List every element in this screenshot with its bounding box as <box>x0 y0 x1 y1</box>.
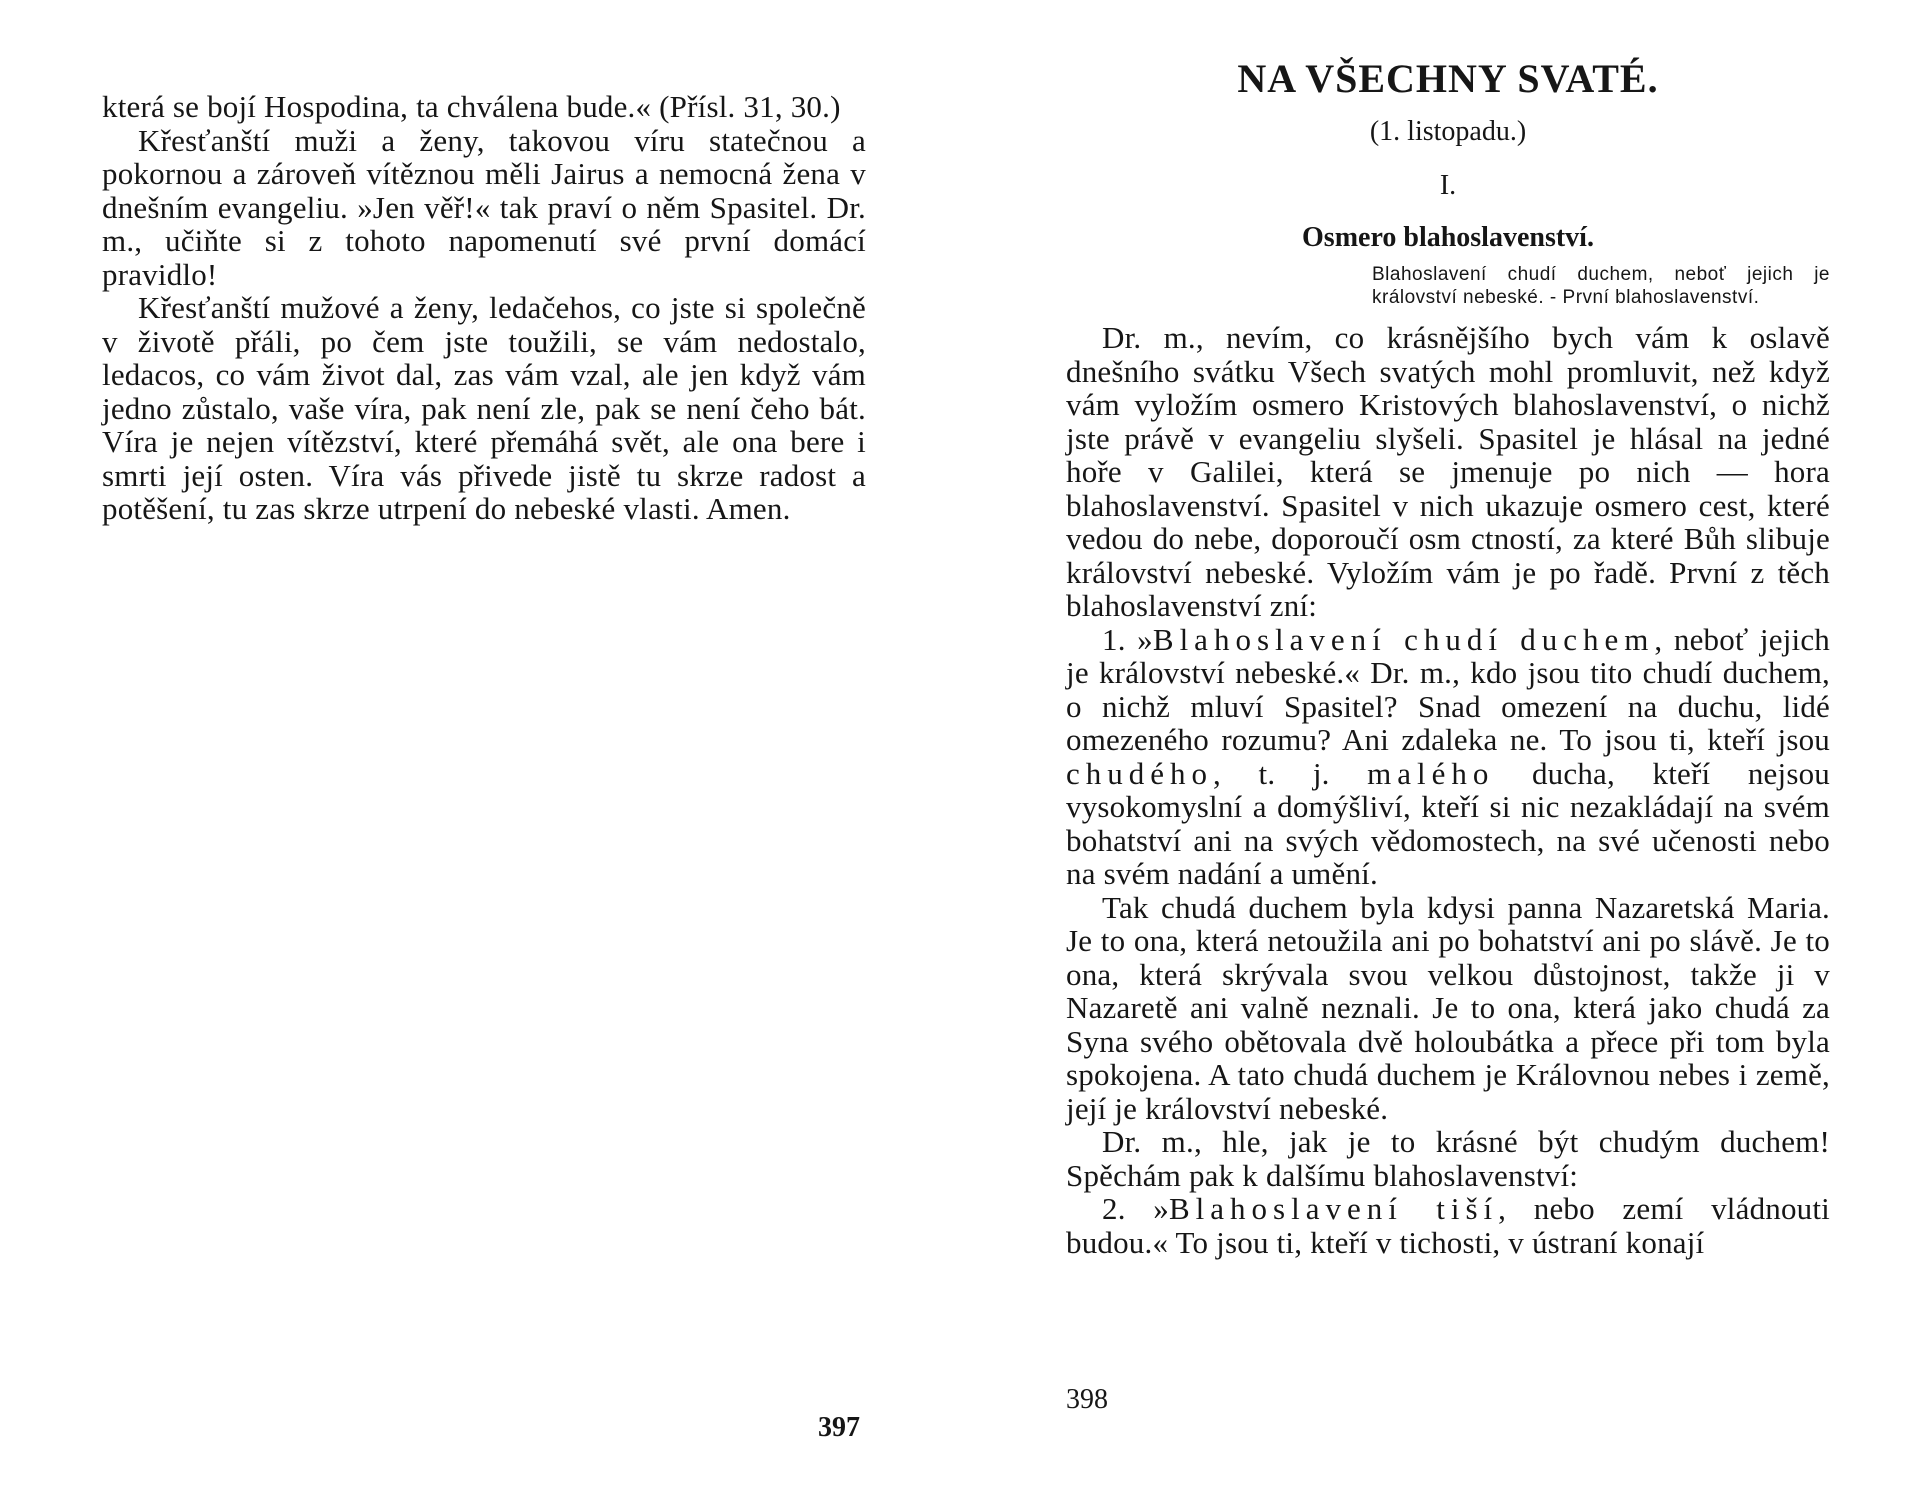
emphasis-maleho: malého <box>1367 755 1495 791</box>
left-paragraph-3: Křesťanští mužové a ženy, ledačehos, co jste si společně v životě přáli, po čem jste toužili, se vám nedostalo, ledacos, co vám život dal, zas vám vzal, ale jen když vám jedno zůstalo, vaše víra, pak není zle, pak se není čeho bát. Víra je nejen vítězství, které přemáhá svět, ale ona bere i smrti její osten. Víra vás přivede jistě tu skrze radost a potěšení, tu zas skrze utrpení do nebeské vlasti. Amen. <box>102 290 866 526</box>
beatitude-1-number: 1. » <box>1102 621 1153 657</box>
right-paragraph-2 <box>1066 623 1830 891</box>
beatitude-2-number: 2. » <box>1102 1191 1169 1226</box>
right-paragraph-3: Tak chudá duchem byla kdysi panna Nazaretská Maria. Je to ona, která netoužila ani po bohatství ani po slávě. Je to ona, která skrývala svou velkou důstojnost, takže ji v Nazaretě ani valně neznali. Je to ona, která jako chudá za Syna svého obětovala dvě holoubátka a přece při tom byla spokojena. A tato chudá duchem je Královnou nebes i země, její je království nebeské. <box>1066 889 1830 1126</box>
left-page-text <box>102 90 866 526</box>
beatitude-1-emphasis: Blahoslavení chudí duchem <box>1152 621 1655 657</box>
right-paragraph-5 <box>1066 1192 1830 1259</box>
left-paragraph-1: která se bojí Hospodina, ta chválena bude.« (Přísl. 31, 30.) <box>102 89 841 124</box>
right-page <box>960 0 1920 1500</box>
right-paragraph-1: Dr. m., nevím, co krásnějšího bych vám k oslavě dnešního svátku Všech svatých mohl promluvit, než když vám vyložím osmero Kristových blahoslavenství, o nichž jste právě v evangeliu slyšeli. Spasitel je hlásal na jedné hoře v Galilei, která se jmenuje po nich — hora blahoslavenství. Spasitel v nich ukazuje osmero cest, které vedou do nebe, doporoučí osm ctností, za které Bůh slibuje království nebeské. Vyložím vám je po řadě. První z těch blahoslavenství zní: <box>1066 320 1830 623</box>
chapter-date: (1. listopadu.) <box>1369 116 1527 147</box>
chapter-part-number: I. <box>1439 170 1457 201</box>
beatitude-2-text: , nebo zemí vládnouti budou.« To jsou ti, kteří v tichosti, v ústraní konají <box>1066 1191 1830 1260</box>
emphasis-chudeho: chudého <box>1066 755 1214 791</box>
beatitude-2-emphasis: Blahoslavení tiší <box>1168 1191 1499 1226</box>
right-page-text <box>1066 55 1830 1259</box>
left-paragraph-2: Křesťanští muži a ženy, takovou víru statečnou a pokornou a zároveň vítěznou měli Jairus a nemocná žena v dnešním evangeliu. »Jen věř!« tak praví o něm Spasitel. Dr. m., učiňte si z tohoto napomenutí své první domácí pravidlo! <box>102 122 866 292</box>
right-paragraph-4: Dr. m., hle, jak je to krásné být chudým duchem! Spěchám pak k dalšímu blahoslavenství: <box>1066 1124 1830 1193</box>
left-page-number: 397 <box>818 1412 860 1443</box>
beatitude-1-text-a: , neboť jejich je království nebeské.« Dr. m., kdo jsou tito chudí duchem, o nichž mluví Spasitel? Snad omezení na duchu, lidé omezeného rozumu? Ani zdaleka ne. To jsou ti, kteří jsou <box>1066 621 1830 757</box>
section-title: Osmero blahoslavenství. <box>1302 222 1594 253</box>
epigraph: Blahoslavení chudí duchem, neboť jejich je království nebeské. - První blahoslavenství. <box>1372 264 1830 308</box>
beatitude-1-text-b: , t. j. <box>1213 755 1368 791</box>
beatitude-1-text-c: ducha, kteří nejsou vysokomyslní a domýšliví, kteří si nic nezakládají na svém bohatství ani na svých vědomostech, na své učenosti nebo na svém nadání a umění. <box>1066 755 1830 891</box>
chapter-title: NA VŠECHNY SVATÉ. <box>1237 56 1659 101</box>
right-page-number: 398 <box>1066 1384 1108 1415</box>
